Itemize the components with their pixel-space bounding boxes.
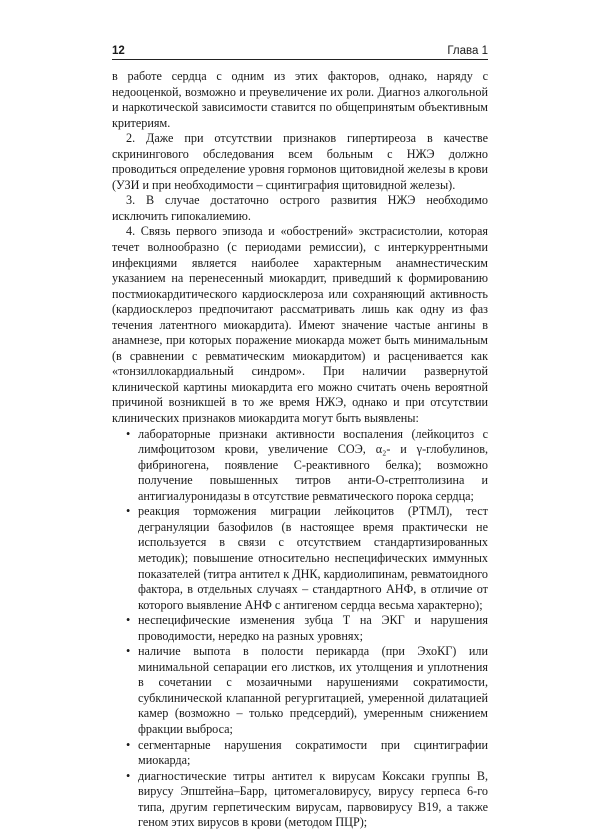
list-item: • диагностические титры антител к вирусам Коксаки группы В, вирусу Эпштейна–Барр, цитомегаловирусу, вирусу герпеса 6-го типа, другим герпетическим вирусам, парвовирусу В19, а также геном этих вирусов в крови (методом ПЦР); <box>126 769 488 831</box>
page-number: 12 <box>112 45 125 57</box>
list-item: • сегментарные нарушения сократимости при сцинтиграфии миокарда; <box>126 738 488 769</box>
paragraph-myocarditis: 4. Связь первого эпизода и «обострений» экстрасистолии, которая течет волнообразно (с периодами ремиссии), с интеркуррентными инфекциями является наиболее характерным анамнестическим указанием на перенесенный миокардит, приведший к формированию постмиокардитического кардиосклероза или сохраняющий активность (кардиосклероз предпочитают рассматривать лишь как одну из фаз течения латентного миокардита). Имеют значение частые ангины в анамнезе, при которых поражение миокарда может быть минимальным (в сравнении с ревматическим миокардитом) и расценивается как «тонзиллокардиальный синдром». При наличии развернутой клинической картины миокардита его можно считать очень вероятной причиной возникшей в то же время НЖЭ, однако и при отсутствии клинических признаков миокардита могут быть выявлены: <box>112 224 488 426</box>
list-item: • неспецифические изменения зубца Т на ЭКГ и нарушения проводимости, нередко на разных уровнях; <box>126 613 488 644</box>
page-body <box>112 69 488 831</box>
chapter-title: Глава 1 <box>447 45 488 57</box>
running-header <box>112 37 488 60</box>
paragraph-continuation: в работе сердца с одним из этих факторов, однако, наряду с недооценкой, возможно и преувеличение их роли. Диагноз алкогольной и наркотической зависимости ставится по общепринятым объективным критериям. <box>112 69 488 130</box>
list-item: • лабораторные признаки активности воспаления (лейкоцитоз с лимфоцитозом крови, увеличение СОЭ, α₂- и γ-глобулинов, фибриногена, появление С-реактивного белка); возможно получение повышенных титров анти-О-стрептолизина и антигиалуронидазы в отсутствие ревматического порока сердца; <box>126 427 488 505</box>
list-item: • наличие выпота в полости перикарда (при ЭхоКГ) или минимальной сепарации его листков, их утолщения и уплотнения в сочетании с мозаичными нарушениями сократимости, субклинической клапанной регургитацией, умеренной дилатацией камер (возможно – только предсердий), умеренным снижением фракции выброса; <box>126 644 488 737</box>
findings-list <box>112 427 488 831</box>
paragraph-hypokalemia: 3. В случае достаточно острого развития НЖЭ необходимо исключить гипокалиемию. <box>112 193 488 223</box>
paragraph-thyroid: 2. Даже при отсутствии признаков гипертиреоза в качестве скринингового обследования всем больным с НЖЭ должно проводиться определение уровня гормонов щитовидной железы в крови (УЗИ и при необходимости – сцинтиграфия щитовидной железы). <box>112 131 488 192</box>
list-item: • реакция торможения миграции лейкоцитов (РТМЛ), тест дегрануляции базофилов (в настоящее время практически не используется в связи с отсутствием стандартизированных методик); повышение относительно неспецифических иммунных показателей (титра антител к ДНК, кардиолипинам, ревматоидного фактора, в отдельных случаях – стандартного АНФ, в отличие от которого выявление АНФ с антигеном сердца весьма характерно); <box>126 504 488 613</box>
